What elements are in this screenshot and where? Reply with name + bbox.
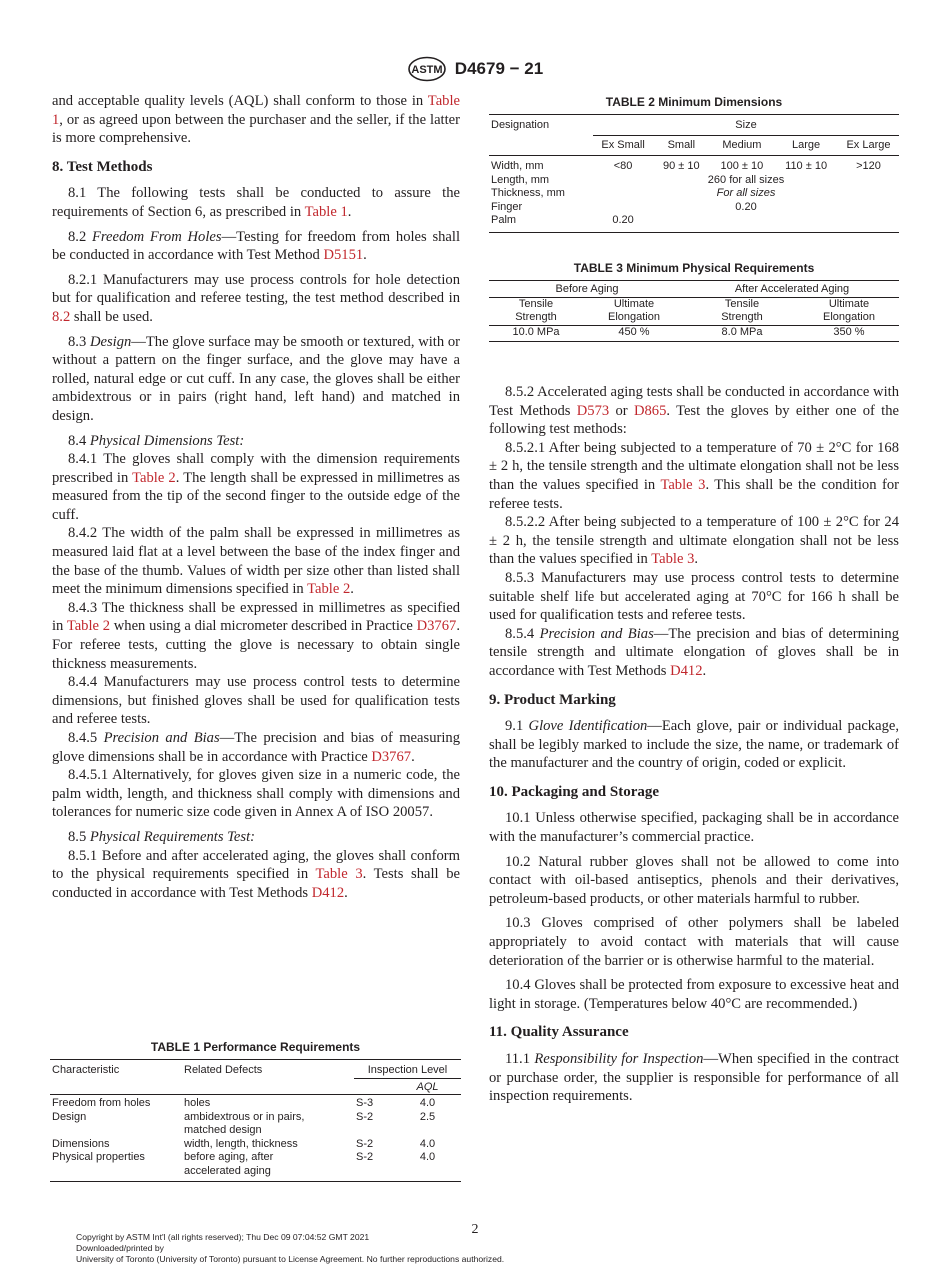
- size-label: Large: [792, 138, 821, 151]
- para-8-5-3: 8.5.3 Manufacturers may use process control tests to determine suitable shelf life but accelerated aging at 70°C for 166 h shall be used for qualification tests and referee tests.: [489, 569, 899, 624]
- para-10-3: 10.3 Gloves comprised of other polymers shall be labeled appropriately to avoid contact with materials that will cause deterioration of the barrier or is otherwise harmful to the material.: [489, 915, 899, 969]
- para-8-1: 8.1 The following tests shall be conducted to assure the requirements of Section 6, as prescribed in Table 1.: [52, 185, 460, 220]
- column-header: Tensile: [724, 297, 760, 310]
- table1-header-cell: Characteristic: [52, 1064, 120, 1076]
- para-8-4-1: 8.4.1 The gloves shall comply with the dimension requirements prescribed in Table 2. The length shall be expressed in millimetres as measured from the tip of the second finger to the outside edge of the cuff.: [52, 451, 460, 523]
- table1-header-cell: Inspection Level: [354, 1060, 461, 1079]
- size-label: Small: [667, 138, 696, 151]
- table3-link[interactable]: Table 3: [660, 476, 706, 493]
- table1-link[interactable]: Table 1: [304, 203, 348, 220]
- para-10-4: 10.4 Gloves shall be protected from exposure to excessive heat and light in storage. (Temperatures below 40°C are recommended.): [489, 977, 899, 1012]
- para-10-2: 10.2 Natural rubber gloves shall not be allowed to come into contact with oil-based antiseptics, phenols and their derivatives, petroleum-based products, or other materials harmful to rubber.: [489, 853, 899, 907]
- document-designation: D4679 − 21: [454, 59, 544, 78]
- table-row: Length, mm 260 for all sizes: [491, 173, 785, 186]
- table-row: Thickness, mm For all sizes: [491, 187, 776, 199]
- after-aging-header: After Accelerated Aging: [685, 281, 899, 298]
- table-row: Freedom from holes holes S-3 4.0: [52, 1097, 436, 1109]
- d3767-link[interactable]: D3767: [416, 618, 457, 635]
- para-8-2-1: 8.2.1 Manufacturers may use process controls for hole detection but for qualification and referee testing, the test method described in 8.2 shall be used.: [52, 271, 460, 325]
- size-label: Medium: [722, 138, 762, 151]
- table-row: 10.0 MPa 450 % 8.0 MPa 350 %: [489, 325, 899, 342]
- table1: [50, 1040, 461, 1182]
- para-8-4: 8.4 Physical Dimensions Test:: [68, 432, 245, 449]
- size-label: Ex Large: [846, 138, 891, 151]
- table3: [489, 261, 899, 342]
- table-row: Width, mm <80 90 ± 10 100 ± 10 110 ± 10 >120: [491, 160, 881, 172]
- table-row: Palm 0.20: [489, 214, 899, 232]
- size-header: Size: [593, 115, 899, 136]
- table3-title: TABLE 3 Minimum Physical Requirements: [573, 261, 815, 275]
- para-10-1: 10.1 Unless otherwise specified, packaging shall be in accordance with the manufacturer’s commercial practice.: [489, 810, 899, 846]
- table1-title: TABLE 1 Performance Requirements: [150, 1040, 361, 1054]
- section-9-heading: 9. Product Marking: [489, 691, 616, 708]
- section-8-2-link[interactable]: 8.2: [52, 308, 71, 325]
- table1-link[interactable]: Table 1: [52, 93, 460, 128]
- para-8-5-2: 8.5.2 Accelerated aging tests shall be conducted in accordance with Test Methods D573 or D865. Test the gloves by either one of the following test methods:: [489, 384, 899, 438]
- para-8-5-4: 8.5.4 Precision and Bias—The precision and bias of determining tensile strength and ultimate elongation of gloves shall be in accordance with Test Methods D412.: [489, 625, 899, 679]
- section-10-heading: 10. Packaging and Storage: [489, 783, 660, 800]
- designation-header: Designation: [491, 119, 550, 131]
- before-aging-header: Before Aging: [489, 281, 685, 298]
- page-header: [0, 56, 950, 82]
- para-8-5: 8.5 Physical Requirements Test:: [68, 828, 255, 845]
- para-8-5-2-1: 8.5.2.1 After being subjected to a temperature of 70 ± 2°C for 168 ± 2 h, the tensile strength and the ultimate elongation shall not be less than the values specified in Table 3. This shall be the condition for referee tests.: [489, 439, 899, 512]
- para-8-2: 8.2 Freedom From Holes—Testing for freedom from holes shall be conducted in accordance with Test Method D5151.: [52, 228, 461, 264]
- d412-link[interactable]: D412: [311, 884, 345, 901]
- column-header: Strength: [721, 311, 763, 323]
- para-8-4-4: 8.4.4 Manufacturers may use process control tests to determine dimensions, but finished gloves shall be used for qualification tests and referee tests.: [52, 674, 460, 728]
- column-header: Ultimate: [613, 297, 655, 310]
- table2-title: TABLE 2 Minimum Dimensions: [605, 95, 783, 109]
- column-header: Ultimate: [828, 297, 870, 310]
- d412-link[interactable]: D412: [670, 662, 703, 679]
- table-row: Design ambidextrous or in pairs, matched design S-2 2.5: [52, 1110, 436, 1136]
- column-header: Tensile: [518, 297, 554, 310]
- intro-paragraph: and acceptable quality levels (AQL) shall conform to those in Table 1, or as agreed upon between the purchaser and the seller, if the latter is more comprehensive.: [52, 93, 460, 147]
- d865-link[interactable]: D865: [633, 402, 667, 419]
- d573-link[interactable]: D573: [576, 402, 610, 419]
- d5151-link[interactable]: D5151: [323, 247, 364, 264]
- para-8-3: 8.3 Design—The glove surface may be smooth or textured, with or without a pattern on the finger surface, and the glove may have a rolled, natural edge or cut cuff. In any case, the gloves shall be either ambidextrous or in pairs (right hand, left hand) and matched in design.: [52, 333, 460, 424]
- table-row: Finger 0.20: [491, 200, 757, 213]
- table-row: Physical properties before aging, after accelerated aging S-2 4.0: [50, 1151, 461, 1182]
- column-header: Elongation: [608, 311, 660, 323]
- section-11-heading: 11. Quality Assurance: [489, 1024, 629, 1041]
- table3-link[interactable]: Table 3: [651, 551, 695, 568]
- table2-link[interactable]: Table 2: [66, 618, 111, 635]
- table2: [489, 95, 899, 233]
- aql-label: AQL: [416, 1080, 439, 1093]
- section-8-heading: 8. Test Methods: [52, 158, 153, 175]
- para-8-5-2-2: 8.5.2.2 After being subjected to a temperature of 100 ± 2°C for 24 ± 2 h, the tensile strength and ultimate elongation shall not be less than the values specified in Table 3.: [489, 514, 899, 568]
- table2-link[interactable]: Table 2: [307, 581, 351, 598]
- copyright-footer: [76, 1232, 504, 1265]
- column-header: Strength: [515, 311, 557, 323]
- para-8-4-5-1: 8.4.5.1 Alternatively, for gloves given size in a numeric code, the palm width, length, and thickness shall comply with dimensions and tolerances for numeric size code given in Annex A of ISO 20057.: [52, 767, 460, 821]
- para-8-4-2: 8.4.2 The width of the palm shall be expressed in millimetres as measured laid flat at a level between the base of the index finger and the base of the thumb. Values of width per size other than listed shall meet the minimum dimensions specified in Table 2.: [52, 525, 460, 598]
- footer-line: Copyright by ASTM Int'l (all rights reserved); Thu Dec 09 07:04:52 GMT 2021: [76, 1232, 370, 1242]
- d3767-link[interactable]: D3767: [371, 748, 412, 765]
- size-label: Ex Small: [601, 138, 645, 151]
- right-column: [489, 383, 899, 1112]
- para-9-1: 9.1 Glove Identification—Each glove, pair or individual package, shall be legibly marked to include the size, the name, or trademark of the manufacturer and the country of origin, coded or explicit.: [489, 718, 900, 772]
- table3-link[interactable]: Table 3: [315, 866, 363, 883]
- para-8-5-1: 8.5.1 Before and after accelerated aging, the gloves shall conform to the physical requirements specified in Table 3. Tests shall be conducted in accordance with Test Methods D412.: [52, 847, 460, 901]
- footer-line: University of Toronto (University of Toronto) pursuant to License Agreement. No further reproductions authorized.: [76, 1254, 505, 1264]
- para-11-1: 11.1 Responsibility for Inspection—When specified in the contract or purchase order, the supplier is responsible for performance of all inspection requirements.: [489, 1051, 899, 1105]
- table2-link[interactable]: Table 2: [132, 469, 176, 486]
- para-8-4-5: 8.4.5 Precision and Bias—The precision and bias of measuring glove dimensions shall be in accordance with Practice D3767.: [52, 730, 461, 765]
- astm-logo-icon: [407, 56, 447, 82]
- page-number: 2: [471, 1222, 479, 1237]
- footer-line: Downloaded/printed by: [76, 1243, 164, 1253]
- left-column: [52, 92, 460, 908]
- para-8-4-3: 8.4.3 The thickness shall be expressed in millimetres as specified in Table 2 when using a dial micrometer described in Practice D3767. For referee tests, cutting the glove is necessary to obtain single thickness measurements.: [52, 599, 460, 672]
- column-header: Elongation: [823, 311, 875, 323]
- table1-header-cell: Related Defects: [184, 1064, 263, 1076]
- table-row: Dimensions width, length, thickness S-2 4.0: [52, 1137, 436, 1150]
- svg-text:ASTM: ASTM: [411, 64, 443, 76]
